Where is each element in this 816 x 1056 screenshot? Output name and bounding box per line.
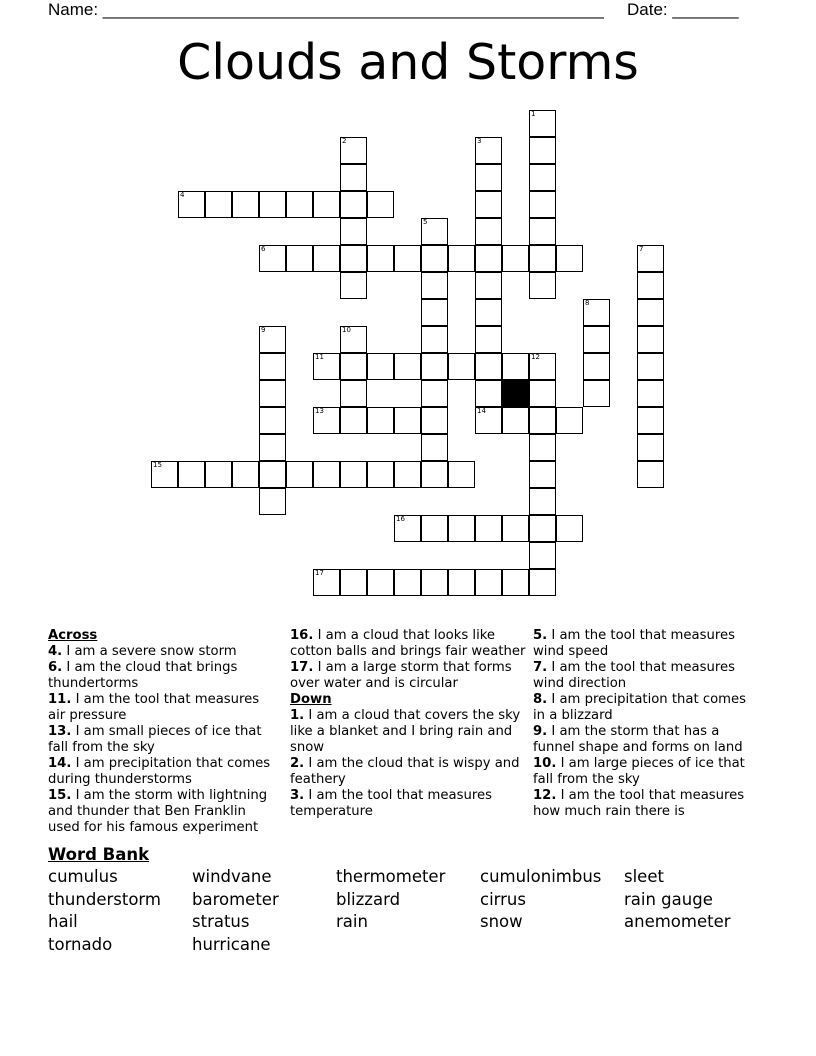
clue-number-3: 3 — [477, 137, 482, 145]
clue-number-7: 7 — [639, 245, 644, 253]
word-bank-item: cirrus — [480, 889, 526, 909]
crossword-cell[interactable] — [421, 407, 448, 434]
crossword-cell[interactable] — [340, 353, 367, 380]
crossword-cell[interactable] — [259, 380, 286, 407]
crossword-cell[interactable] — [367, 353, 394, 380]
crossword-cell[interactable] — [556, 515, 583, 542]
clue-number-12: 12 — [531, 353, 540, 361]
crossword-cell[interactable] — [340, 380, 367, 407]
crossword-cell[interactable] — [583, 380, 610, 407]
crossword-cell[interactable] — [529, 191, 556, 218]
word-bank-heading: Word Bank — [48, 845, 150, 864]
crossword-cell[interactable] — [367, 245, 394, 272]
crossword-cell[interactable] — [475, 218, 502, 245]
crossword-cell[interactable] — [502, 407, 529, 434]
crossword-cell[interactable] — [205, 191, 232, 218]
word-bank-item: barometer — [192, 889, 279, 909]
crossword-cell[interactable] — [313, 569, 340, 596]
crossword-cell[interactable] — [529, 488, 556, 515]
crossword-cell[interactable] — [529, 515, 556, 542]
crossword-block — [502, 380, 529, 407]
crossword-cell[interactable] — [529, 434, 556, 461]
word-bank-item: snow — [480, 912, 523, 932]
crossword-cell[interactable] — [637, 326, 664, 353]
word-bank-item: rain gauge — [624, 889, 713, 909]
crossword-cell[interactable] — [637, 353, 664, 380]
clue-number: 8. — [533, 692, 548, 707]
clue-number-5: 5 — [423, 218, 428, 226]
crossword-cell[interactable] — [529, 164, 556, 191]
clue-number-17: 17 — [315, 569, 324, 577]
down-heading: Down — [290, 692, 332, 707]
clue-number-9: 9 — [261, 326, 266, 334]
crossword-cell[interactable] — [340, 407, 367, 434]
crossword-cell[interactable] — [340, 569, 367, 596]
crossword-cell[interactable] — [313, 353, 340, 380]
crossword-cell[interactable] — [259, 461, 286, 488]
crossword-cell[interactable] — [475, 380, 502, 407]
clue-number: 13. — [48, 724, 72, 739]
down-clue-12: 12. I am the tool that measures how much rain there is — [533, 788, 745, 819]
crossword-cell[interactable] — [448, 515, 475, 542]
clue-number: 2. — [290, 756, 305, 771]
clue-number: 12. — [533, 788, 557, 803]
crossword-cell[interactable] — [475, 326, 502, 353]
crossword-cell[interactable] — [421, 326, 448, 353]
crossword-cell[interactable] — [502, 515, 529, 542]
crossword-cell[interactable] — [502, 353, 529, 380]
crossword-cell[interactable] — [421, 515, 448, 542]
across-clue-13: 13. I am small pieces of ice that fall from the sky — [48, 724, 262, 755]
down-clue-9: 9. I am the storm that has a funnel shape and forms on land — [533, 724, 743, 755]
down-clue-3: 3. I am the tool that measures temperature — [290, 788, 492, 819]
crossword-cell[interactable] — [394, 407, 421, 434]
crossword-cell[interactable] — [259, 407, 286, 434]
crossword-cell[interactable] — [502, 569, 529, 596]
crossword-cell[interactable] — [475, 191, 502, 218]
word-bank — [48, 866, 788, 956]
clue-number: 10. — [533, 756, 557, 771]
clue-number: 5. — [533, 628, 548, 643]
crossword-cell[interactable] — [367, 461, 394, 488]
word-bank-item: cumulus — [48, 867, 118, 886]
crossword-cell[interactable] — [475, 245, 502, 272]
clue-number: 6. — [48, 660, 63, 675]
crossword-cell[interactable] — [637, 407, 664, 434]
crossword-cell[interactable] — [313, 191, 340, 218]
word-bank-item: cumulonimbus — [480, 867, 602, 886]
crossword-cell[interactable] — [421, 434, 448, 461]
name-line[interactable]: Name: _____________________________________________________ — [48, 0, 604, 19]
crossword-cell[interactable] — [529, 380, 556, 407]
crossword-cell[interactable] — [421, 569, 448, 596]
crossword-cell[interactable] — [529, 461, 556, 488]
crossword-cell[interactable] — [637, 380, 664, 407]
crossword-cell[interactable] — [340, 272, 367, 299]
crossword-cell[interactable] — [529, 245, 556, 272]
crossword-cell[interactable] — [556, 245, 583, 272]
crossword-cell[interactable] — [259, 326, 286, 353]
crossword-cell[interactable] — [529, 272, 556, 299]
clue-number-4: 4 — [180, 191, 185, 199]
crossword-cell[interactable] — [529, 137, 556, 164]
down-clue-10: 10. I am large pieces of ice that fall from the sky — [533, 756, 745, 787]
crossword-cell[interactable] — [448, 245, 475, 272]
clues-column-2 — [290, 628, 526, 820]
crossword-cell[interactable] — [394, 461, 421, 488]
word-bank-item: rain — [336, 912, 368, 932]
clue-number-14: 14 — [477, 407, 486, 415]
crossword-cell[interactable] — [475, 569, 502, 596]
crossword-cell[interactable] — [529, 353, 556, 380]
word-bank-item: stratus — [192, 912, 250, 932]
crossword-cell[interactable] — [637, 245, 664, 272]
crossword-cell[interactable] — [475, 353, 502, 380]
crossword-cell[interactable] — [421, 353, 448, 380]
down-clue-2: 2. I am the cloud that is wispy and feathery — [290, 756, 520, 787]
across-clue-17: 17. I am a large storm that forms over water and is circular — [290, 660, 512, 691]
crossword-cell[interactable] — [421, 218, 448, 245]
crossword-cell[interactable] — [367, 569, 394, 596]
clue-number-11: 11 — [315, 353, 324, 361]
crossword-cell[interactable] — [529, 407, 556, 434]
crossword-cell[interactable] — [205, 461, 232, 488]
crossword-cell[interactable] — [583, 299, 610, 326]
crossword-cell[interactable] — [313, 245, 340, 272]
crossword-cell[interactable] — [394, 569, 421, 596]
crossword-cell[interactable] — [259, 353, 286, 380]
crossword-cell[interactable] — [448, 569, 475, 596]
word-bank-item: hurricane — [192, 934, 271, 954]
clues-column-3 — [533, 628, 761, 820]
clue-number-2: 2 — [342, 137, 347, 145]
crossword-cell[interactable] — [637, 272, 664, 299]
word-bank-item: sleet — [624, 867, 664, 886]
word-bank-item: hail — [48, 912, 78, 932]
across-clue-14: 14. I am precipitation that comes during thunderstorms — [48, 756, 271, 787]
crossword-cell[interactable] — [502, 245, 529, 272]
clue-number: 3. — [290, 788, 305, 803]
crossword-cell[interactable] — [448, 461, 475, 488]
crossword-cell[interactable] — [340, 137, 367, 164]
clue-number: 4. — [48, 644, 63, 659]
crossword-cell[interactable] — [475, 137, 502, 164]
crossword-cell[interactable] — [340, 218, 367, 245]
crossword-cell[interactable] — [421, 461, 448, 488]
crossword-cell[interactable] — [583, 326, 610, 353]
clue-number: 14. — [48, 756, 72, 771]
word-bank-item: blizzard — [336, 889, 401, 909]
word-bank-item: tornado — [48, 934, 113, 954]
clue-number: 7. — [533, 660, 548, 675]
across-clue-6: 6. I am the cloud that brings thundertorms — [48, 660, 238, 691]
clue-number: 15. — [48, 788, 72, 803]
crossword-cell[interactable] — [313, 461, 340, 488]
crossword-cell[interactable] — [259, 488, 286, 515]
clue-number-10: 10 — [342, 326, 351, 334]
crossword-cell[interactable] — [394, 245, 421, 272]
across-clue-4: 4. I am a severe snow storm — [48, 644, 237, 659]
across-clue-15: 15. I am the storm with lightning and thunder that Ben Franklin used for his famous experiment — [48, 788, 268, 835]
clue-number: 16. — [290, 628, 314, 643]
crossword-cell[interactable] — [421, 272, 448, 299]
crossword-cell[interactable] — [394, 515, 421, 542]
crossword-cell[interactable] — [367, 407, 394, 434]
clue-number-8: 8 — [585, 299, 590, 307]
crossword-cell[interactable] — [178, 191, 205, 218]
crossword-cell[interactable] — [340, 245, 367, 272]
crossword-cell[interactable] — [475, 272, 502, 299]
clue-number: 9. — [533, 724, 548, 739]
word-bank-item: windvane — [192, 867, 272, 886]
down-clue-1: 1. I am a cloud that covers the sky like a blanket and I bring rain and snow — [290, 708, 521, 755]
crossword-cell[interactable] — [259, 245, 286, 272]
clue-number-13: 13 — [315, 407, 324, 415]
clue-number-16: 16 — [396, 515, 405, 523]
crossword-cell[interactable] — [340, 191, 367, 218]
crossword-cell[interactable] — [421, 299, 448, 326]
crossword-cell[interactable] — [529, 542, 556, 569]
clue-number-1: 1 — [531, 110, 536, 118]
crossword-cell[interactable] — [583, 353, 610, 380]
clues-column-1 — [48, 628, 280, 836]
crossword-cell[interactable] — [178, 461, 205, 488]
date-line[interactable]: Date: _______ — [627, 0, 739, 19]
crossword-cell[interactable] — [259, 191, 286, 218]
crossword-cell[interactable] — [637, 434, 664, 461]
clue-number-6: 6 — [261, 245, 266, 253]
crossword-cell[interactable] — [556, 407, 583, 434]
crossword-cell[interactable] — [529, 569, 556, 596]
crossword-cell[interactable] — [340, 461, 367, 488]
crossword-cell[interactable] — [286, 245, 313, 272]
down-clue-8: 8. I am precipitation that comes in a blizzard — [533, 692, 746, 723]
clue-number: 17. — [290, 660, 314, 675]
across-clue-11: 11. I am the tool that measures air pressure — [48, 692, 260, 723]
page-title: Clouds and Storms — [177, 34, 639, 91]
across-clue-16: 16. I am a cloud that looks like cotton balls and brings fair weather — [290, 628, 526, 659]
crossword-cell[interactable] — [367, 191, 394, 218]
crossword-cell[interactable] — [448, 353, 475, 380]
crossword-cell[interactable] — [313, 407, 340, 434]
clue-number: 11. — [48, 692, 72, 707]
word-bank-item: thermometer — [336, 867, 446, 886]
crossword-cell[interactable] — [340, 326, 367, 353]
clue-number-15: 15 — [153, 461, 162, 469]
crossword-cell[interactable] — [340, 164, 367, 191]
clue-number: 1. — [290, 708, 305, 723]
crossword-cell[interactable] — [637, 461, 664, 488]
crossword-cell[interactable] — [286, 191, 313, 218]
crossword-cell[interactable] — [637, 299, 664, 326]
crossword-cell[interactable] — [475, 407, 502, 434]
crossword-cell[interactable] — [232, 191, 259, 218]
crossword-cell[interactable] — [475, 164, 502, 191]
across-heading: Across — [48, 628, 98, 643]
crossword-cell[interactable] — [151, 461, 178, 488]
down-clue-7: 7. I am the tool that measures wind direction — [533, 660, 735, 691]
word-bank-item: anemometer — [624, 912, 731, 932]
crossword-cell[interactable] — [475, 515, 502, 542]
crossword-cell[interactable] — [529, 218, 556, 245]
crossword-cell[interactable] — [232, 461, 259, 488]
crossword-cell[interactable] — [286, 461, 313, 488]
crossword-cell[interactable] — [475, 299, 502, 326]
word-bank-item: thunderstorm — [48, 889, 161, 909]
crossword-cell[interactable] — [421, 380, 448, 407]
crossword-cell[interactable] — [394, 353, 421, 380]
crossword-cell[interactable] — [259, 434, 286, 461]
crossword-cell[interactable] — [421, 245, 448, 272]
crossword-cell[interactable] — [529, 110, 556, 137]
down-clue-5: 5. I am the tool that measures wind speed — [533, 628, 735, 659]
